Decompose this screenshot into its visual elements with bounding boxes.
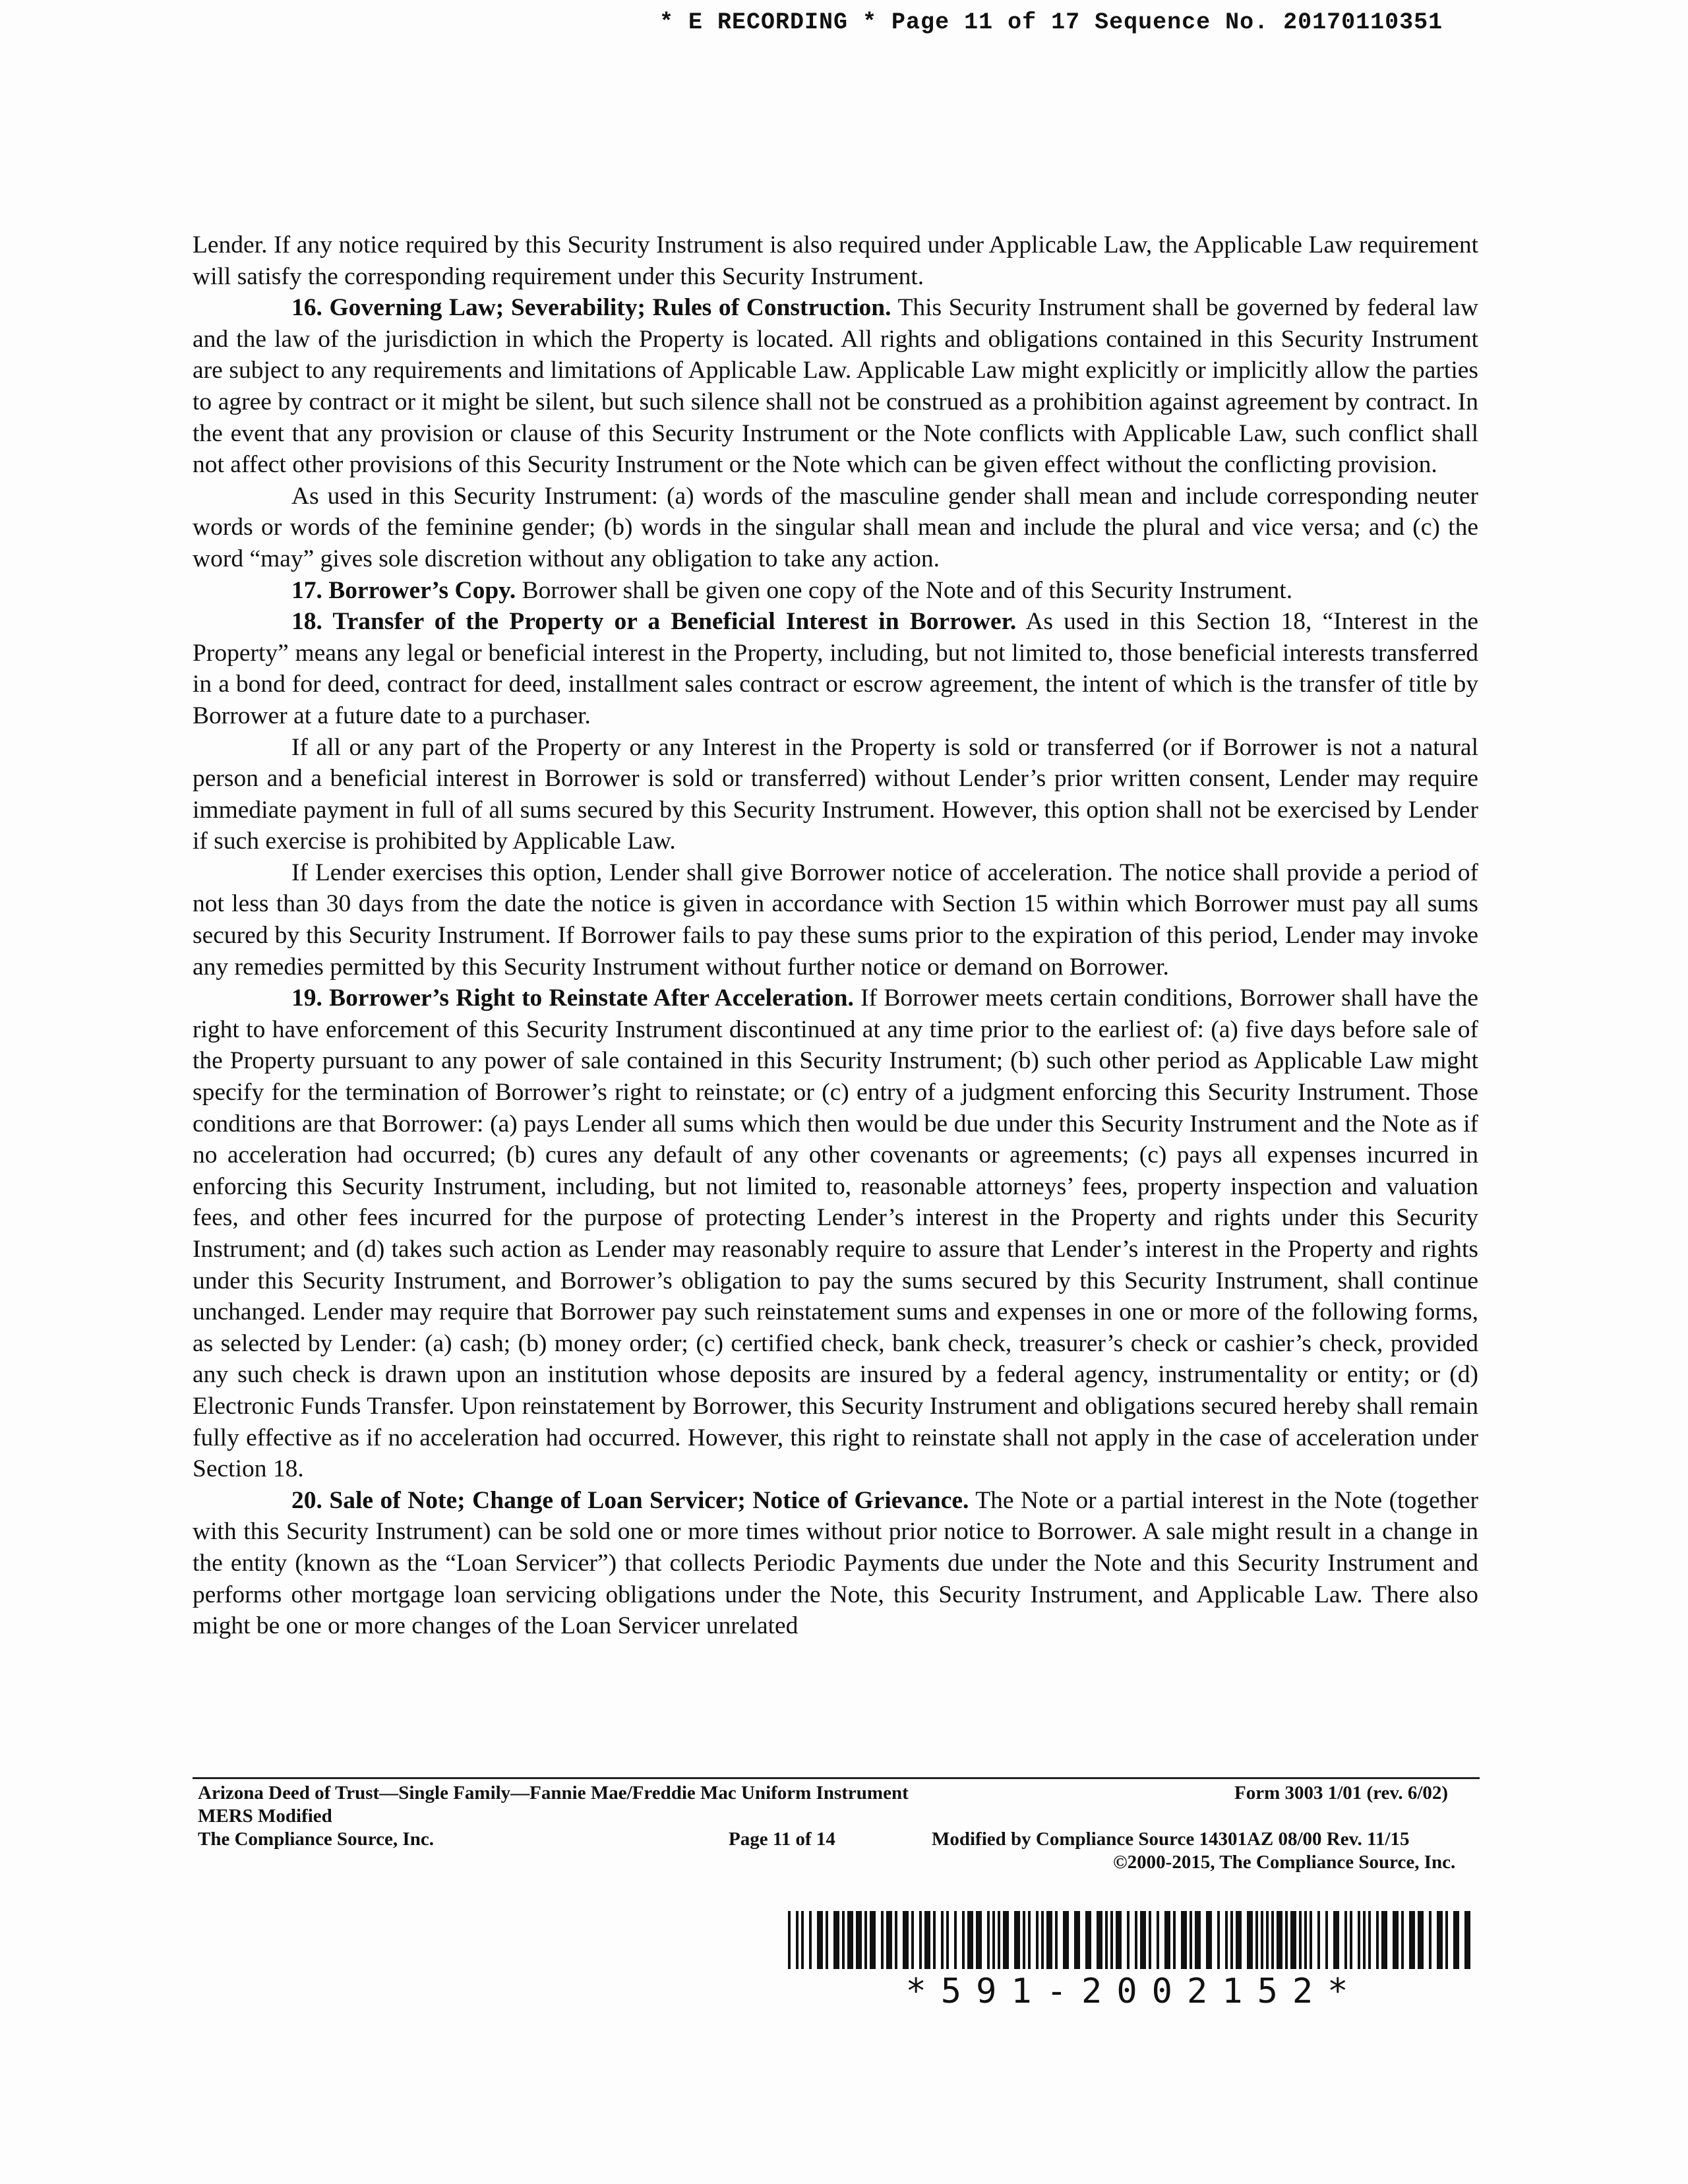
paragraph-text: The Note or a partial interest in the Note (together with this Security Instrument) can be sold one or more times without prior notice to Borrower. A sale might result in a change in the entity (known as the “Loan Servicer”) that collects Periodic Payments due under the Note and this Security Instrument and performs other mortgage loan servicing obligations under the Note, this Security Instrument, and Applicable Law. There also might be one or more changes of the Loan Servicer unrelated bbox=[193, 1486, 1478, 1640]
section-17-title: 17. Borrower’s Copy. bbox=[291, 576, 516, 604]
barcode-bar bbox=[1097, 1911, 1102, 1969]
barcode-bar bbox=[847, 1911, 853, 1969]
barcode-bar bbox=[1195, 1911, 1201, 1969]
barcode-bar bbox=[1105, 1911, 1108, 1969]
barcode-bar bbox=[954, 1911, 957, 1969]
section-18-title: 18. Transfer of the Property or a Beneficial Interest in Borrower. bbox=[291, 608, 1017, 636]
paragraph-text: This Security Instrument shall be governed by federal law and the law of the jurisdiction in which the Property is located. All rights and obligations contained in this Security Instrument are subject to any requirements and limitations of Applicable Law. Applicable Law might explicitly or implicitly allow the parties to agree by contract or it might be silent, but such silence shall not be construed as a prohibition against agreement by contract. In the event that any provision or clause of this Security Instrument or the Note conflicts with Applicable Law, such conflict shall not affect other provisions of this Security Instrument or the Note which can be given effect without the conflicting provision. bbox=[193, 294, 1478, 479]
barcode-bar bbox=[817, 1911, 823, 1969]
paragraph-text: Lender. If any notice required by this Security Instrument is also required under Applicable Law, the Applicable Law requirement will satisfy the corresponding requirement under this Security Instrument. bbox=[193, 231, 1478, 290]
barcode-bar bbox=[1173, 1911, 1176, 1969]
barcode-bar bbox=[1325, 1911, 1328, 1969]
barcode-bar bbox=[1368, 1911, 1371, 1969]
barcode-bar bbox=[1358, 1911, 1360, 1969]
barcode-bar bbox=[1236, 1911, 1242, 1969]
barcode-bar bbox=[1157, 1911, 1159, 1969]
barcode-bar bbox=[1255, 1911, 1258, 1969]
paragraph-text: If all or any part of the Property or any Interest in the Property is sold or transferred (or if Borrower is not a natural person and a beneficial interest in Borrower is sold or transferred) without Lender’s prior written consent, Lender may require immediate payment in full of all sums secured by this Security Instrument. However, this option shall not be exercised by Lender if such exercise is prohibited by Applicable Law. bbox=[193, 733, 1478, 855]
barcode-bar bbox=[1190, 1911, 1192, 1969]
barcode-bar bbox=[1181, 1911, 1187, 1969]
barcode-bar bbox=[842, 1911, 845, 1969]
barcode-bar bbox=[1041, 1911, 1044, 1969]
barcode-bar bbox=[1437, 1911, 1443, 1969]
footer-mers: MERS Modified bbox=[198, 1805, 332, 1827]
paragraph-text: Borrower shall be given one copy of the Note and of this Security Instrument. bbox=[516, 576, 1293, 604]
barcode-bar bbox=[1046, 1911, 1052, 1969]
section-20-title: 20. Sale of Note; Change of Loan Servicer; Notice of Grievance. bbox=[291, 1486, 969, 1514]
barcode-bar bbox=[1290, 1911, 1296, 1969]
barcode-bar bbox=[1023, 1911, 1025, 1969]
paragraph-8 bbox=[193, 983, 1478, 1485]
barcode-bar bbox=[1225, 1911, 1228, 1969]
barcode-bar bbox=[1376, 1911, 1379, 1969]
barcode-bar bbox=[1116, 1911, 1122, 1969]
barcode-bar bbox=[1261, 1911, 1263, 1969]
barcode-bar bbox=[1445, 1911, 1448, 1969]
paragraph-text: If Borrower meets certain conditions, Borrower shall have the right to have enforcement of this Security Instrument discontinued at any time prior to the earliest of: (a) five days before sale of the Property pursuant to any power of sale contained in this Security Instrument; (b) such other period as Applicable Law might specify for the termination of Borrower’s right to reinstate; or (c) entry of a judgment enforcing this Security Instrument. Those conditions are that Borrower: (a) pays Lender all sums which then would be due under this Security Instrument and the Note as if no acceleration had occurred; (b) cures any default of any other covenants or agreements; (c) pays all expenses incurred in enforcing this Security Instrument, including, but not limited to, reasonable attorneys’ fees, property inspection and valuation fees, and other fees incurred for the purpose of protecting Lender’s interest in the Property and rights under this Security Instrument; and (d) takes such action as Lender may reasonably require to assure that Lender’s interest in the Property and rights under this Security Instrument, and Borrower’s obligation to pay the sums secured by this Security Instrument, shall continue unchanged. Lender may require that Borrower pay such reinstatement sums and expenses in one or more of the following forms, as selected by Lender: (a) cash; (b) money order; (c) certified check, bank check, treasurer’s check or cashier’s check, provided any such check is drawn upon an institution whose deposits are insured by a federal agency, instrumentality or entity; or (d) Electronic Funds Transfer. Upon reinstatement by Borrower, this Security Instrument and obligations secured hereby shall remain fully effective as if no acceleration had occurred. However, this right to reinstate shall not apply in the case of acceleration under Section 18. bbox=[193, 985, 1478, 1483]
barcode-bar bbox=[976, 1911, 982, 1969]
barcode-bar bbox=[1110, 1911, 1113, 1969]
barcode-bar bbox=[1429, 1911, 1432, 1969]
section-19-title: 19. Borrower’s Right to Reinstate After Acceleration. bbox=[291, 985, 854, 1012]
barcode-bar bbox=[826, 1911, 828, 1969]
footer-modified-by: Modified by Compliance Source 14301AZ 08/00 Rev. 11/15 bbox=[932, 1829, 1410, 1850]
barcode-bars bbox=[788, 1911, 1480, 1969]
barcode-bar bbox=[1350, 1911, 1352, 1969]
footer-company: The Compliance Source, Inc. bbox=[198, 1829, 434, 1850]
barcode-bar bbox=[1063, 1911, 1069, 1969]
paragraph-4 bbox=[193, 575, 1478, 607]
paragraph-9 bbox=[193, 1485, 1478, 1642]
barcode-bar bbox=[1230, 1911, 1233, 1969]
barcode-bar bbox=[1299, 1911, 1302, 1969]
footer-divider bbox=[193, 1777, 1480, 1779]
barcode-bar bbox=[1074, 1911, 1080, 1969]
paragraph-5 bbox=[193, 606, 1478, 731]
paragraph-text: If Lender exercises this option, Lender shall give Borrower notice of acceleration. The notice shall provide a period of not less than 30 days from the date the notice is given in accordance with Section 15 within which Borrower must pay all sums secured by this Security Instrument. If Borrower fails to pay these sums prior to the expiration of this period, Lender may invoke any remedies permitted by this Security Instrument without further notice or demand on Borrower. bbox=[193, 859, 1478, 981]
barcode-bar bbox=[1401, 1911, 1404, 1969]
barcode-bar bbox=[870, 1911, 876, 1969]
paragraph-3 bbox=[193, 481, 1478, 575]
barcode-bar bbox=[1028, 1911, 1031, 1969]
footer-page-number: Page 11 of 14 bbox=[729, 1829, 835, 1850]
barcode-bar bbox=[1247, 1911, 1253, 1969]
barcode-bar bbox=[856, 1911, 862, 1969]
barcode-bar bbox=[1003, 1911, 1009, 1969]
barcode-bar bbox=[1127, 1911, 1130, 1969]
barcode-bar bbox=[1135, 1911, 1137, 1969]
barcode-bar bbox=[1317, 1911, 1320, 1969]
barcode-bar bbox=[1206, 1911, 1212, 1969]
barcode-bar bbox=[924, 1911, 930, 1969]
barcode-bar bbox=[1164, 1911, 1170, 1969]
barcode-bar bbox=[1036, 1911, 1039, 1969]
barcode-bar bbox=[1418, 1911, 1424, 1969]
document-body bbox=[193, 229, 1478, 1642]
barcode-bar bbox=[1344, 1911, 1347, 1969]
barcode-bar bbox=[911, 1911, 914, 1969]
barcode-bar bbox=[1310, 1911, 1312, 1969]
barcode-bar bbox=[1014, 1911, 1020, 1969]
barcode-bar bbox=[788, 1911, 791, 1969]
barcode-bar bbox=[881, 1911, 884, 1969]
section-16-title: 16. Governing Law; Severability; Rules of Construction. bbox=[291, 294, 891, 322]
paragraph-1 bbox=[193, 229, 1478, 292]
barcode-text: *591-2002152* bbox=[905, 1972, 1363, 2011]
barcode-bar bbox=[833, 1911, 839, 1969]
paragraph-7 bbox=[193, 857, 1478, 983]
barcode-bar bbox=[946, 1911, 949, 1969]
barcode bbox=[788, 1911, 1480, 2010]
barcode-bar bbox=[796, 1911, 799, 1969]
barcode-bar bbox=[895, 1911, 897, 1969]
barcode-bar bbox=[1217, 1911, 1220, 1969]
barcode-bar bbox=[1304, 1911, 1307, 1969]
barcode-bar bbox=[941, 1911, 944, 1969]
barcode-bar bbox=[987, 1911, 990, 1969]
barcode-bar bbox=[1271, 1911, 1274, 1969]
barcode-bar bbox=[933, 1911, 936, 1969]
barcode-bar bbox=[1453, 1911, 1459, 1969]
recording-header: * E RECORDING * Page 11 of 17 Sequence No. 20170110351 bbox=[659, 9, 1443, 36]
barcode-bar bbox=[864, 1911, 867, 1969]
barcode-bar bbox=[1363, 1911, 1366, 1969]
barcode-bar bbox=[967, 1911, 973, 1969]
paragraph-text: As used in this Security Instrument: (a) words of the masculine gender shall mean and include corresponding neuter words or words of the feminine gender; (b) words in the singular shall mean and include the plural and vice versa; and (c) the word “may” gives sole discretion without any obligation to take any action. bbox=[193, 482, 1478, 572]
paragraph-6 bbox=[193, 732, 1478, 857]
barcode-bar bbox=[1266, 1911, 1269, 1969]
barcode-bar bbox=[1055, 1911, 1058, 1969]
barcode-bar bbox=[1277, 1911, 1282, 1969]
barcode-bar bbox=[801, 1911, 804, 1969]
barcode-bar bbox=[992, 1911, 995, 1969]
barcode-bar bbox=[1149, 1911, 1151, 1969]
paragraph-2 bbox=[193, 292, 1478, 481]
barcode-bar bbox=[1393, 1911, 1399, 1969]
barcode-bar bbox=[1085, 1911, 1091, 1969]
barcode-bar bbox=[809, 1911, 812, 1969]
barcode-bar bbox=[919, 1911, 922, 1969]
paragraph-text: As used in this Section 18, “Interest in the Property” means any legal or beneficial interest in the Property, including, but not limited to, those beneficial interests transferred in a bond for deed, contract for deed, installment sales contract or escrow agreement, the intent of which is the transfer of title by Borrower at a future date to a purchaser. bbox=[193, 608, 1478, 729]
barcode-bar bbox=[1140, 1911, 1146, 1969]
barcode-bar bbox=[1409, 1911, 1415, 1969]
barcode-bar bbox=[1381, 1911, 1387, 1969]
barcode-bar bbox=[998, 1911, 1000, 1969]
barcode-bar bbox=[1333, 1911, 1339, 1969]
barcode-bar bbox=[962, 1911, 965, 1969]
footer-form-number: Form 3003 1/01 (rev. 6/02) bbox=[1234, 1782, 1449, 1804]
barcode-bar bbox=[886, 1911, 892, 1969]
footer-copyright: ©2000-2015, The Compliance Source, Inc. bbox=[1113, 1852, 1456, 1873]
barcode-bar bbox=[1285, 1911, 1288, 1969]
barcode-bar bbox=[903, 1911, 909, 1969]
barcode-bar bbox=[1464, 1911, 1470, 1969]
footer-form-title: Arizona Deed of Trust—Single Family—Fannie Mae/Freddie Mac Uniform Instrument bbox=[198, 1782, 909, 1804]
